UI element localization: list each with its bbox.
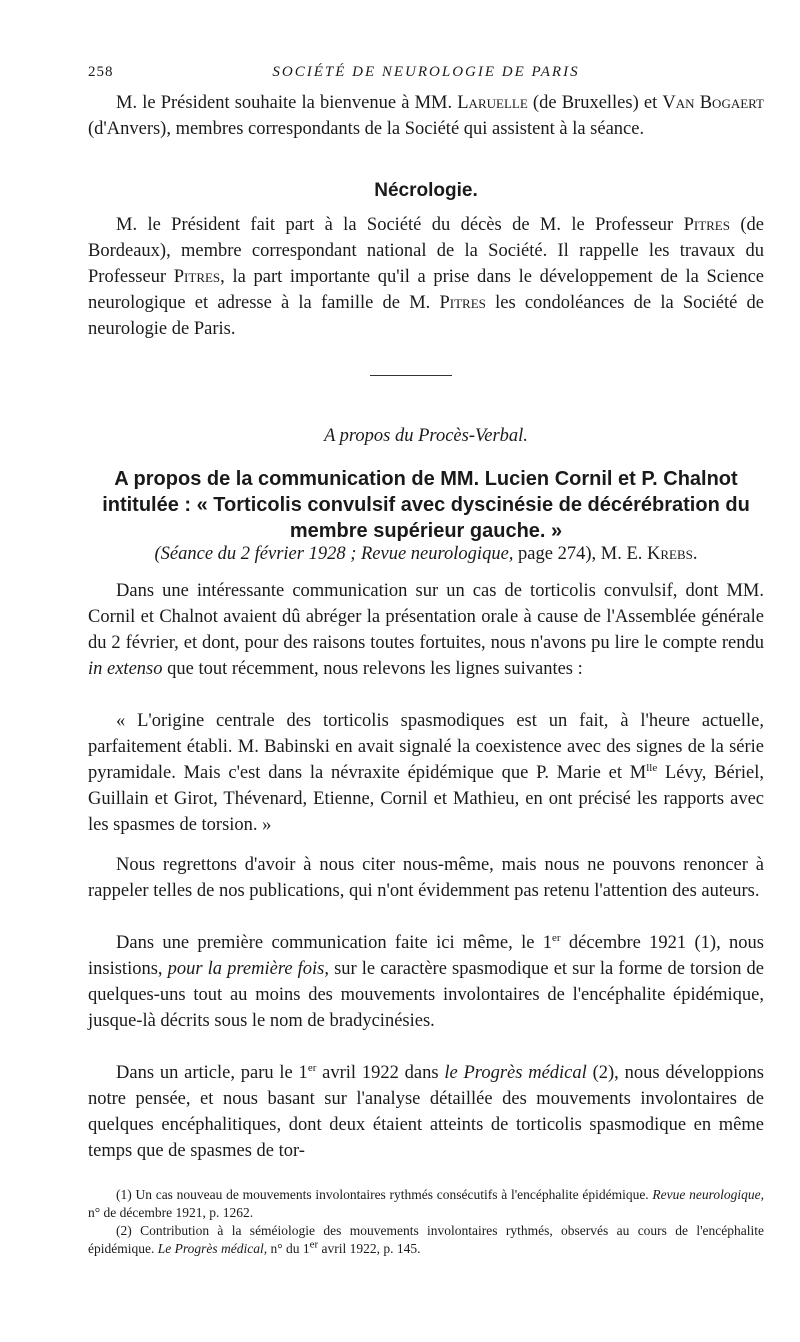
- footnote-1: (1) Un cas nouveau de mouvements involontaires rythmés consécutifs à l'encéphalite épidémique. Revue neurologique, n° de décembre 1921, p. 1262.: [88, 1187, 764, 1220]
- author-name: Krebs.: [647, 544, 698, 564]
- proces-verbal-heading: A propos du Procès-Verbal.: [324, 426, 528, 446]
- welcome-paragraph: M. le Président souhaite la bienvenue à MM. Laruelle (de Bruxelles) et Van Bogaert (d'Anvers), membres correspondants de la Société qui assistent à la séance.: [88, 93, 764, 139]
- page-header: [88, 64, 764, 88]
- section-divider: [370, 375, 452, 376]
- quotation-paragraph: « L'origine centrale des torticolis spasmodiques est un fait, à l'heure actuelle, parfaitement établi. M. Babinski en avait signalé la coexistence avec des signes de la série pyramidale. Mais c'est dans la névraxite épidémique que P. Marie et $M^{lle}$ Lévy, Bériel, Guillain et Girot, Thévenard, Etienne, Cornil et Mathieu, en ont précisé les rapports avec les spasmes de torsion. »: [88, 711, 764, 835]
- article-title: A propos de la communication de MM. Lucien Cornil et P. Chalnot intitulée : « Torticolis convulsif avec dyscinésie de décérébration du membre supérieur gauche. »: [102, 468, 750, 542]
- running-title: SOCIÉTÉ DE NEUROLOGIE DE PARIS: [272, 64, 580, 80]
- necrologie-paragraph: M. le Président fait part à la Société du décès de M. le Professeur Pitres (de Bordeaux), membre correspondant national de la Société. Il rappelle les travaux du Professeur Pitres, la part importante qu'il a prise dans le développement de la Science neurologique et adresse à la famille de M. Pitres les condoléances de la Société de neurologie de Paris.: [88, 215, 764, 339]
- name-laruelle: Laruelle: [457, 93, 528, 113]
- body-paragraph-1: Dans une intéressante communication sur un cas de torticolis convulsif, dont MM. Cornil et Chalnot avaient dû abréger la présentation orale à cause de l'Assemblée générale du 2 février, et dont, pour des raisons toutes fortuites, nous n'avons pu lire le compte rendu in extenso que tout récemment, nous relevons les lignes suivantes :: [88, 581, 764, 679]
- body-paragraph-2: Nous regrettons d'avoir à nous citer nous-même, mais nous ne pouvons renoncer à rappeler telles de nos publications, qui n'ont évidemment pas retenu l'attention des auteurs.: [88, 855, 764, 901]
- body-paragraph-4: Dans un article, paru le 1er avril 1922 dans le Progrès médical (2), nous développions notre pensée, et nous basant sur l'analyse détaillée des mouvements involontaires de quelques encéphalitiques, dont deux étaient atteints de torticolis spasmodique en même temps que de spasmes de tor-: [88, 1061, 764, 1161]
- article-reference: (Séance du 2 février 1928 ; Revue neurologique, page 274), M. E. Krebs.: [154, 544, 698, 564]
- page-number: 258: [88, 64, 114, 80]
- necrologie-heading: Nécrologie.: [374, 180, 478, 201]
- footnote-2: (2) Contribution à la séméiologie des mouvements involontaires rythmés, observés au cours de l'encéphalite épidémique. Le Progrès médical, n° du 1er avril 1922, p. 145.: [88, 1223, 764, 1256]
- name-van-bogaert: Van Bogaert: [662, 93, 764, 113]
- body-paragraph-3: Dans une première communication faite ici même, le 1er décembre 1921 (1), nous insistions, pour la première fois, sur le caractère spasmodique et sur la forme de torsion de quelques-uns tout au moins des mouvements involontaires de l'encéphalite épidémique, jusque-là décrits sous le nom de bradycinésies.: [88, 931, 764, 1031]
